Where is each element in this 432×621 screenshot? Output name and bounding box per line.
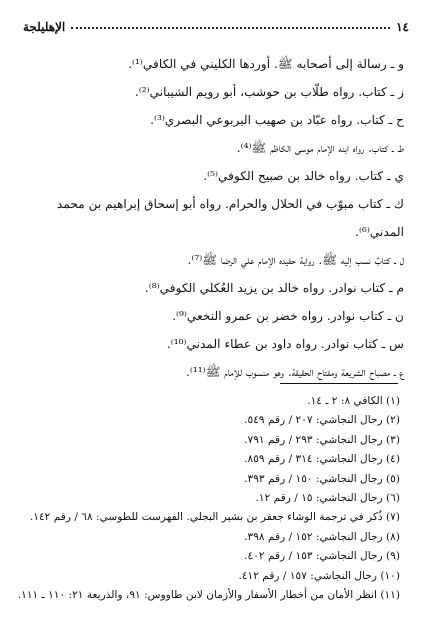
footnote-separator (280, 383, 398, 384)
footnote: (٩) رجال النجاشي: ١٥٣ / رقم ٤٠٢. (244, 550, 400, 563)
running-header (23, 12, 409, 34)
footnote: (٢) رجال النجاشي: ٢٠٧ / رقم ٥٤٩. (244, 414, 400, 427)
list-item: م ـ كتاب نوادر. رواه خالد بن يزيد العُكلي الكوفي⁽⁸⁾. (144, 281, 404, 295)
footnote: (٤) رجال النجاشي: ٣١٤ / رقم ٨٥٩. (244, 453, 400, 466)
footnote: (١) الكافي ٨: ٢ ـ ١٤. (307, 395, 400, 407)
list-item: ي ـ كتاب. رواه خالد بن صبيح الكوفي⁽⁵⁾. (203, 169, 404, 183)
footnote: (١٠) رجال النجاشي: ١٥٧ / رقم ٤١٢. (238, 569, 400, 582)
list-item: ز ـ كتاب. رواه طلّاب بن حوشب، أبو رويم الشيباني⁽²⁾. (134, 85, 404, 99)
list-item: ح ـ كتاب. رواه عبّاد بن صهيب اليربوعي البصري⁽³⁾. (150, 113, 404, 127)
footnote: (١١) انظر الأمان من أخطار الأسفار والأزمان لابن طاووس: ٩١، والذريعة ٢١: ١١٠ ـ ١١١. (17, 589, 400, 602)
running-title: الإهليلجة (23, 20, 66, 34)
main-text (26, 50, 404, 386)
footnotes (17, 392, 400, 605)
list-item: ع ـ مصباح الشريعة ومفتاح الحقيقة. وهو منسوب للإمام ﷺ⁽¹¹⁾. (185, 365, 404, 379)
list-item: ن ـ كتاب نوادر. رواه خضر بن عمرو النخعي⁽⁹⁾. (172, 309, 404, 323)
footnote: (٥) رجال النجاشي: ١٥٠ / رقم ٣٩٣. (244, 472, 400, 485)
list-item: ط ـ كتاب. رواه ابنه الإمام موسى الكاظم ﷺ⁽⁴⁾. (236, 141, 404, 155)
footnote: (٦) رجال النجاشي: ١٥ / رقم ١٢. (255, 492, 400, 505)
footnote: (٣) رجال النجاشي: ٢٩٣ / رقم ٧٩١. (244, 433, 400, 446)
list-item: س ـ كتاب نوادر. رواه داود بن عطاء المدني⁽¹⁰⁾. (166, 337, 404, 351)
footnote: (٧) ذُكر في ترجمة الوشاء جعفر بن بشير البجلي. الفهرست للطوسي: ٦٨ / رقم ١٤٢. (29, 511, 400, 524)
page-number: ١٤ (396, 20, 409, 34)
list-item: و ـ رسالة إلى أصحابه ﷺ. أوردها الكليني في الكافي⁽¹⁾. (128, 57, 404, 71)
list-item: ك ـ كتاب مبوّب في الحلال والحرام. رواه أبو إسحاق إبراهيم بن محمد المدني⁽⁶⁾. (56, 197, 404, 239)
footnote: (٨) رجال النجاشي: ١٥٢ / رقم ٣٩٨. (244, 530, 400, 543)
list-item: ل ـ كتابٌ نسب إليه ﷺ. رواية حفيده الإمام علي الرضا ﷺ⁽⁷⁾. (187, 253, 404, 267)
header-leader-dots (71, 27, 390, 29)
